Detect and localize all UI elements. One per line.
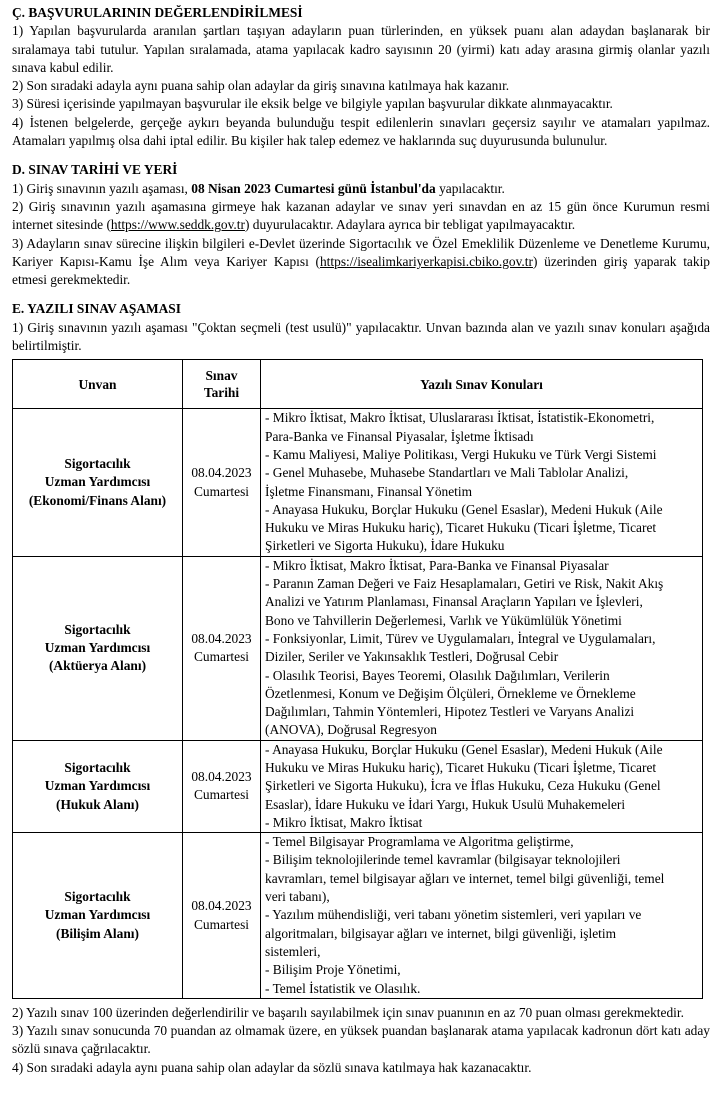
- table-row: [13, 556, 703, 740]
- unvan-cell: [13, 409, 183, 556]
- section-e: [12, 300, 710, 1077]
- section-c-item-1: 1) Yapılan başvurularda aranılan şartları taşıyan adayların puan türlerinden, en yüksek puanı alan adaydan başlanarak bir sıralamaya tabi tutulur. Yapılan sıralamada, atama yapılacak kadro sayısının 20 (yirmi) katı aday arasına girmiş olanlar yazılı sınava kabul edilir.: [12, 23, 710, 75]
- topic-line: Para-Banka ve Finansal Piyasalar, İşletme İktisadı: [265, 428, 534, 444]
- exam-day: Cumartesi: [193, 483, 250, 499]
- exam-date: 08.04.2023: [191, 898, 252, 914]
- item-3-text-end: ) üzerinden giriş yaparak takip etmesi gerekmektedir.: [12, 253, 710, 288]
- item-3-text: 3) Adayların sınav sürecine ilişkin bilgileri e-Devlet üzerinde Sigortacılık ve Özel Emeklilik Düzenleme ve Denetleme Kurumu, Kariyer Kapısı-Kamu İşe Alım veya Kariyer Kapısı (: [12, 235, 710, 269]
- topic-line: Analizi ve Yatırım Planlaması, Finansal Araçların Yapıları ve İşlevleri,: [265, 594, 643, 610]
- topic-line: - Temel İstatistik ve Olasılık.: [265, 980, 421, 996]
- topic-line: Hukuku ve Miras Hukuku hariç), Ticaret Hukuku (Ticari İşletme, Ticaret: [265, 759, 657, 775]
- topic-line: Bono ve Tahvillerin Değerlemesi, Varlık ve Yükümlülük Yönetimi: [265, 612, 622, 628]
- topics-cell: [261, 409, 703, 556]
- unvan-line: Uzman Yardımcısı: [44, 907, 151, 923]
- topic-line: Diziler, Seriler ve Yakınsaklık Testleri, Doğrusal Cebir: [265, 649, 559, 665]
- unvan-cell: [13, 833, 183, 999]
- section-e-item-2: 2) Yazılı sınav 100 üzerinden değerlendirilir ve başarılı sayılabilmek için sınav puanının en az 70 puan olması gerekmektedir.: [12, 1004, 684, 1020]
- section-e-item-3: 3) Yazılı sınav sonucunda 70 puandan az olmamak üzere, en yüksek puandan başlanarak atama yapılacak kadronun dört katı aday sözlü sınava çağrılacaktır.: [12, 1023, 710, 1057]
- unvan-cell: [13, 740, 183, 832]
- section-d-item-1: [12, 180, 710, 198]
- topic-line: - Mikro İktisat, Makro İktisat, Para-Banka ve Finansal Piyasalar: [265, 557, 609, 573]
- topic-line: Esaslar), İdare Hukuku ve İdari Yargı, Hukuk Usulü Muhakemeleri: [265, 796, 626, 812]
- topic-line: İşletme Finansmanı, Finansal Yönetim: [265, 483, 473, 499]
- section-c-item-4: 4) İstenen belgelerde, gerçeğe aykırı beyanda bulunduğu tespit edilenlerin sınavları geçersiz sayılır ve atamaları yapılmaz. Atamaları yapılmış olsa dahi iptal edilir. Bu kişiler hak talep edemez ve haklarında suç duyurusunda bulunulur.: [12, 114, 710, 149]
- kariyer-kapisi-link[interactable]: https://isealimkariyerkapisi.cbiko.gov.tr: [319, 253, 533, 269]
- unvan-line: Sigortacılık: [64, 759, 131, 775]
- topic-line: Şirketleri ve Sigorta Hukuku), İdare Hukuku: [265, 538, 505, 554]
- topic-line: Şirketleri ve Sigorta Hukuku), İcra ve İflas Hukuku, Ceza Hukuku (Genel: [265, 778, 661, 794]
- unvan-line: (Aktüerya Alanı): [48, 658, 147, 674]
- exam-day: Cumartesi: [193, 787, 250, 803]
- unvan-line: (Ekonomi/Finans Alanı): [28, 492, 167, 508]
- unvan-cell: [13, 556, 183, 740]
- topic-line: Dağılımları, Tahmin Yöntemleri, Hipotez Testleri ve Varyans Analizi: [265, 704, 635, 720]
- topic-line: - Paranın Zaman Değeri ve Faiz Hesaplamaları, Getiri ve Risk, Nakit Akış: [265, 576, 664, 592]
- exam-date-location: 08 Nisan 2023 Cumartesi günü İstanbul'da: [191, 180, 436, 196]
- seddk-link[interactable]: https://www.seddk.gov.tr: [110, 217, 245, 233]
- header-unvan: Unvan: [13, 360, 183, 409]
- section-e-intro: 1) Giriş sınavının yazılı aşaması "Çoktan seçmeli (test usulü)" yapılacaktır. Unvan bazında alan ve yazılı sınav konuları aşağıda belirtilmiştir.: [12, 319, 710, 354]
- exam-date: 08.04.2023: [191, 769, 252, 785]
- topic-line: - Kamu Maliyesi, Maliye Politikası, Vergi Hukuku ve Türk Vergi Sistemi: [265, 446, 657, 462]
- section-d-item-2: [12, 198, 710, 235]
- table-row: [13, 740, 703, 832]
- section-c-title: Ç. BAŞVURULARININ DEĞERLENDİRİLMESİ: [12, 5, 303, 20]
- topics-cell: [261, 740, 703, 832]
- exam-topics-table: [12, 359, 703, 999]
- exam-date: 08.04.2023: [191, 630, 252, 646]
- exam-date: 08.04.2023: [191, 465, 252, 481]
- topic-line: kavramları, temel bilgisayar ağları ve internet, temel bilgi güvenliği, temel: [265, 870, 665, 886]
- item-2-text-end: ) duyurulacaktır. Adaylara ayrıca bir tebligat yapılmayacaktır.: [244, 217, 576, 233]
- topic-line: veri tabanı),: [265, 889, 330, 905]
- topics-cell: [261, 833, 703, 999]
- section-c-item-2: 2) Son sıradaki adayla aynı puana sahip olan adaylar da giriş sınavına katılmaya hak kazanır.: [12, 78, 510, 94]
- topics-cell: [261, 556, 703, 740]
- topic-line: algoritmaları, bilgisayar ağları ve internet, bilgi güvenliği, işletim: [265, 925, 617, 941]
- topic-line: - Temel Bilgisayar Programlama ve Algoritma geliştirme,: [265, 834, 574, 850]
- section-d-title: D. SINAV TARİHİ VE YERİ: [12, 162, 178, 178]
- table-body: [13, 409, 703, 999]
- topic-line: - Fonksiyonlar, Limit, Türev ve Uygulamaları, İntegral ve Uygulamaları,: [265, 630, 656, 646]
- unvan-line: (Hukuk Alanı): [56, 796, 139, 812]
- section-e-title: E. YAZILI SINAV AŞAMASI: [12, 301, 181, 317]
- table-row: [13, 833, 703, 999]
- item-2-text: 2) Giriş sınavının yazılı aşamasına girmeye hak kazanan adaylar ve sınav yeri sınavdan en az 15 gün önce Kurumun resmi internet sitesinde (: [12, 198, 710, 233]
- unvan-line: Uzman Yardımcısı: [44, 640, 151, 656]
- unvan-line: Sigortacılık: [64, 889, 131, 905]
- topic-line: sistemleri,: [265, 943, 321, 959]
- topic-line: - Genel Muhasebe, Muhasebe Standartları ve Mali Tablolar Analizi,: [265, 465, 629, 481]
- exam-day: Cumartesi: [193, 916, 250, 932]
- topic-line: - Anayasa Hukuku, Borçlar Hukuku (Genel Esaslar), Medeni Hukuk (Aile: [265, 741, 663, 757]
- unvan-line: (Bilişim Alanı): [56, 925, 139, 941]
- date-cell: [183, 740, 261, 832]
- header-konular: Yazılı Sınav Konuları: [261, 360, 703, 409]
- topic-line: - Mikro İktisat, Makro İktisat, Uluslararası İktisat, İstatistik-Ekonometri,: [265, 410, 655, 426]
- topic-line: - Bilişim teknolojilerinde temel kavramlar (bilgisayar teknolojileri: [265, 852, 621, 868]
- topic-line: (ANOVA), Doğrusal Regresyon: [265, 722, 437, 738]
- header-tarih-line-1: Sınav: [205, 368, 238, 384]
- topic-line: - Anayasa Hukuku, Borçlar Hukuku (Genel Esaslar), Medeni Hukuk (Aile: [265, 501, 663, 517]
- unvan-line: Uzman Yardımcısı: [44, 778, 151, 794]
- exam-day: Cumartesi: [193, 649, 250, 665]
- unvan-line: Uzman Yardımcısı: [44, 474, 151, 490]
- topic-line: - Bilişim Proje Yönetimi,: [265, 962, 401, 978]
- topic-line: - Yazılım mühendisliği, veri tabanı yönetim sistemleri, veri yapıları ve: [265, 907, 642, 923]
- table-row: [13, 409, 703, 556]
- item-1-text-end: yapılacaktır.: [435, 180, 505, 196]
- topic-line: - Mikro İktisat, Makro İktisat: [265, 814, 423, 830]
- date-cell: [183, 409, 261, 556]
- table-header-row: [13, 360, 703, 409]
- date-cell: [183, 833, 261, 999]
- section-d: [12, 161, 710, 289]
- topic-line: Hukuku ve Miras Hukuku hariç), Ticaret Hukuku (Ticari İşletme, Ticaret: [265, 520, 657, 536]
- section-e-item-4: 4) Son sıradaki adayla aynı puana sahip olan adaylar da sözlü sınava katılmaya hak kazanacaktır.: [12, 1059, 532, 1075]
- unvan-line: Sigortacılık: [64, 456, 131, 472]
- date-cell: [183, 556, 261, 740]
- section-c: [12, 4, 710, 150]
- section-d-item-3: [12, 235, 710, 290]
- header-sinav-tarihi: [183, 360, 261, 409]
- section-c-item-3: 3) Süresi içerisinde yapılmayan başvurular ile eksik belge ve bilgiyle yapılan başvurular dikkate alınmayacaktır.: [12, 96, 613, 112]
- unvan-line: Sigortacılık: [64, 621, 131, 637]
- header-tarih-line-2: Tarihi: [203, 385, 240, 401]
- topic-line: - Olasılık Teorisi, Bayes Teoremi, Olasılık Dağılımları, Verilerin: [265, 667, 610, 683]
- item-1-text: 1) Giriş sınavının yazılı aşaması,: [12, 180, 192, 196]
- topic-line: Özetlenmesi, Konum ve Değişim Ölçüleri, Örnekleme ve Örnekleme: [265, 685, 636, 701]
